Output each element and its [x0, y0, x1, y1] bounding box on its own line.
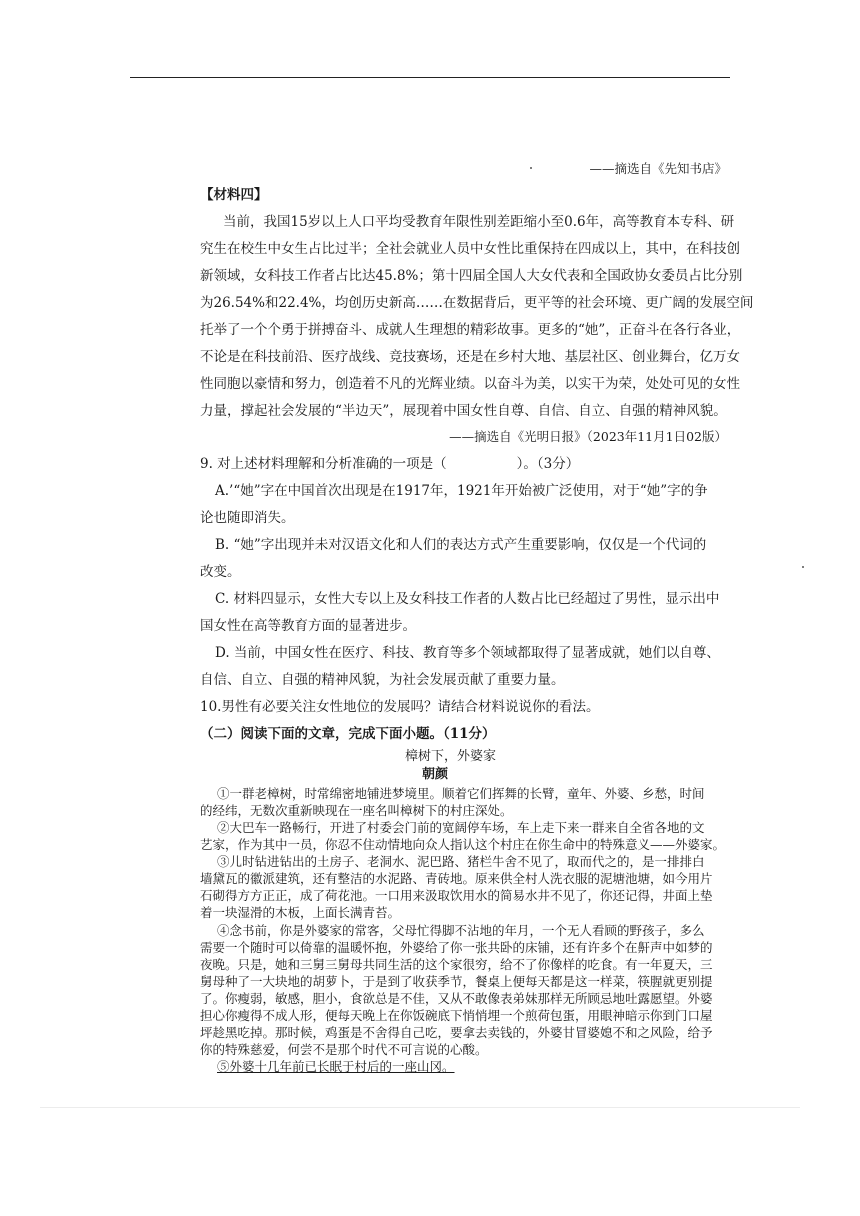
scan-speck	[802, 566, 804, 568]
source-citation-1: ——摘选自《先知书店》	[589, 161, 727, 176]
scan-speck	[530, 167, 532, 169]
article-line: 夜晚。只是，她和三舅三舅母共同生活的这个家很穷，给不了你像样的吃食。有一年夏天，三	[200, 957, 713, 972]
material4-line: 托举了一个个勇于拼搏奋斗、成就人生理想的精彩故事。更多的“她”，正奋斗在各行各业，	[200, 322, 741, 338]
article-line: 舅母种了一大块地的胡萝卜，于是到了收获季节，餐桌上便每天都是这一样菜，筷腥就更别提	[200, 974, 713, 989]
option-a-cont: 论也随即消失。	[200, 510, 295, 526]
section-2-heading: （二）阅读下面的文章，完成下面小题。（11分）	[200, 726, 496, 742]
material4-line: 性同胞以豪情和努力，创造着不凡的光辉业绩。以奋斗为美，以实干为荣，处处可见的女性	[200, 376, 740, 392]
article-line-underlined: ⑤外婆十几年前已长眠于村后的一座山冈。	[217, 1059, 455, 1074]
article-line: 墙黛瓦的徽派建筑，还有整洁的水泥路、青砖地。原来供全村人洗衣服的泥塘池塘，如今用片	[200, 871, 713, 886]
article-line: 着一块湿滑的木板，上面长满青苔。	[200, 905, 401, 920]
material4-line: 当前，我国15岁以上人口平均受教育年限性别差距缩小至0.6年，高等教育本专科、研	[223, 214, 735, 230]
question-10: 10.男性有必要关注女性地位的发展吗？请结合材料说说你的看法。	[200, 699, 600, 715]
article-author: 朝颜	[422, 767, 449, 782]
article-line: 石砌得方方正正，成了荷花池。一口用来汲取饮用水的简易水井不见了，你还记得，井面上垫	[200, 888, 713, 903]
question-9-stem-end: ）。（3分）	[516, 456, 580, 472]
option-d-cont: 自信、自立、自强的精神风貌，为社会发展贡献了重要力量。	[200, 672, 565, 688]
article-line: 你的特殊慈爱，何尝不是那个时代不可言说的心酸。	[200, 1042, 488, 1057]
material4-line: 究生在校生中女生占比过半；全社会就业人员中女性比重保持在四成以上，其中，在科技创	[200, 241, 740, 257]
material4-heading: 【材料四】	[200, 187, 268, 203]
option-b: B. “她”字出现并未对汉语文化和人们的表达方式产生重要影响，仅仅是一个代词的	[215, 537, 707, 553]
article-line: 需要一个随时可以倚靠的温暖怀抱，外婆给了你一张共卧的床铺，还有许多个在鼾声中如梦的	[200, 940, 713, 955]
article-title: 樟树下，外婆家	[405, 749, 497, 764]
article-line: 艺家，作为其中一员，你忍不住动情地向众人指认这个村庄在你生命中的特殊意义——外婆家。	[200, 837, 726, 852]
article-line: ②大巴车一路畅行，开进了村委会门前的宽阔停车场，车上走下来一群来自全省各地的文	[217, 820, 705, 835]
article-line: ④念书前，你是外婆家的常客，父母忙得脚不沾地的年月，一个无人看顾的野孩子，多么	[217, 923, 705, 938]
bottom-divider	[40, 1107, 800, 1108]
material4-line: 为26.54%和22.4%，均创历史新高……在数据背后，更平等的社会环境、更广阔的发展空间	[200, 295, 754, 311]
article-line: 担心你瘦得不成人形，便每天晚上在你饭碗底下悄悄埋一个煎荷包蛋，用眼神暗示你到门口屋	[200, 1008, 713, 1023]
option-c: C. 材料四显示，女性大专以上及女科技工作者的人数占比已经超过了男性，显示出中	[215, 591, 720, 607]
option-b-cont: 改变。	[200, 564, 241, 580]
material4-line: 力量，撑起社会发展的“半边天”，展现着中国女性自尊、自信、自立、自强的精神风貌。	[200, 403, 727, 419]
option-d: D. 当前，中国女性在医疗、科技、教育等多个领域都取得了显著成就，她们以自尊、	[215, 645, 720, 661]
article-line: 的经纬，无数次重新映现在一座名叫樟树下的村庄深处。	[200, 803, 513, 818]
option-c-cont: 国女性在高等教育方面的显著进步。	[200, 618, 416, 634]
material4-line: 新领域，女科技工作者占比达45.8%；第十四届全国人大女代表和全国政协女委员占比分别	[200, 268, 743, 284]
question-9-stem-start: 9. 对上述材料理解和分析准确的一项是（	[200, 456, 447, 472]
material4-line: 不论是在科技前沿、医疗战线、竞技赛场，还是在乡村大地、基层社区、创业舞台，亿万女	[200, 349, 740, 365]
source-citation-2: ——摘选自《光明日报》（2023年11月1日02版）	[449, 429, 727, 444]
article-line: 了。你瘦弱，敏感，胆小，食欲总是不佳，又从不敢像表弟妹那样无所顾忌地吐露愿望。外婆	[200, 991, 713, 1006]
article-line: 坪趁黑吃掉。那时候，鸡蛋是不舍得自己吃，要拿去卖钱的，外婆甘冒婆媳不和之风险，给予	[200, 1025, 713, 1040]
article-line: ③儿时钻进钻出的土房子、老洞水、泥巴路、猪栏牛舍不见了，取而代之的，是一排排白	[217, 854, 705, 869]
question-9-stem	[200, 455, 579, 473]
article-line: ①一群老樟树，时常绵密地铺进梦境里。顺着它们挥舞的长臂，童年、外婆、乡愁，时间	[217, 786, 705, 801]
top-divider	[130, 77, 730, 78]
option-a: A.’“她”字在中国首次出现是在1917年，1921年开始被广泛使用，对于“她”字的争	[215, 483, 708, 499]
